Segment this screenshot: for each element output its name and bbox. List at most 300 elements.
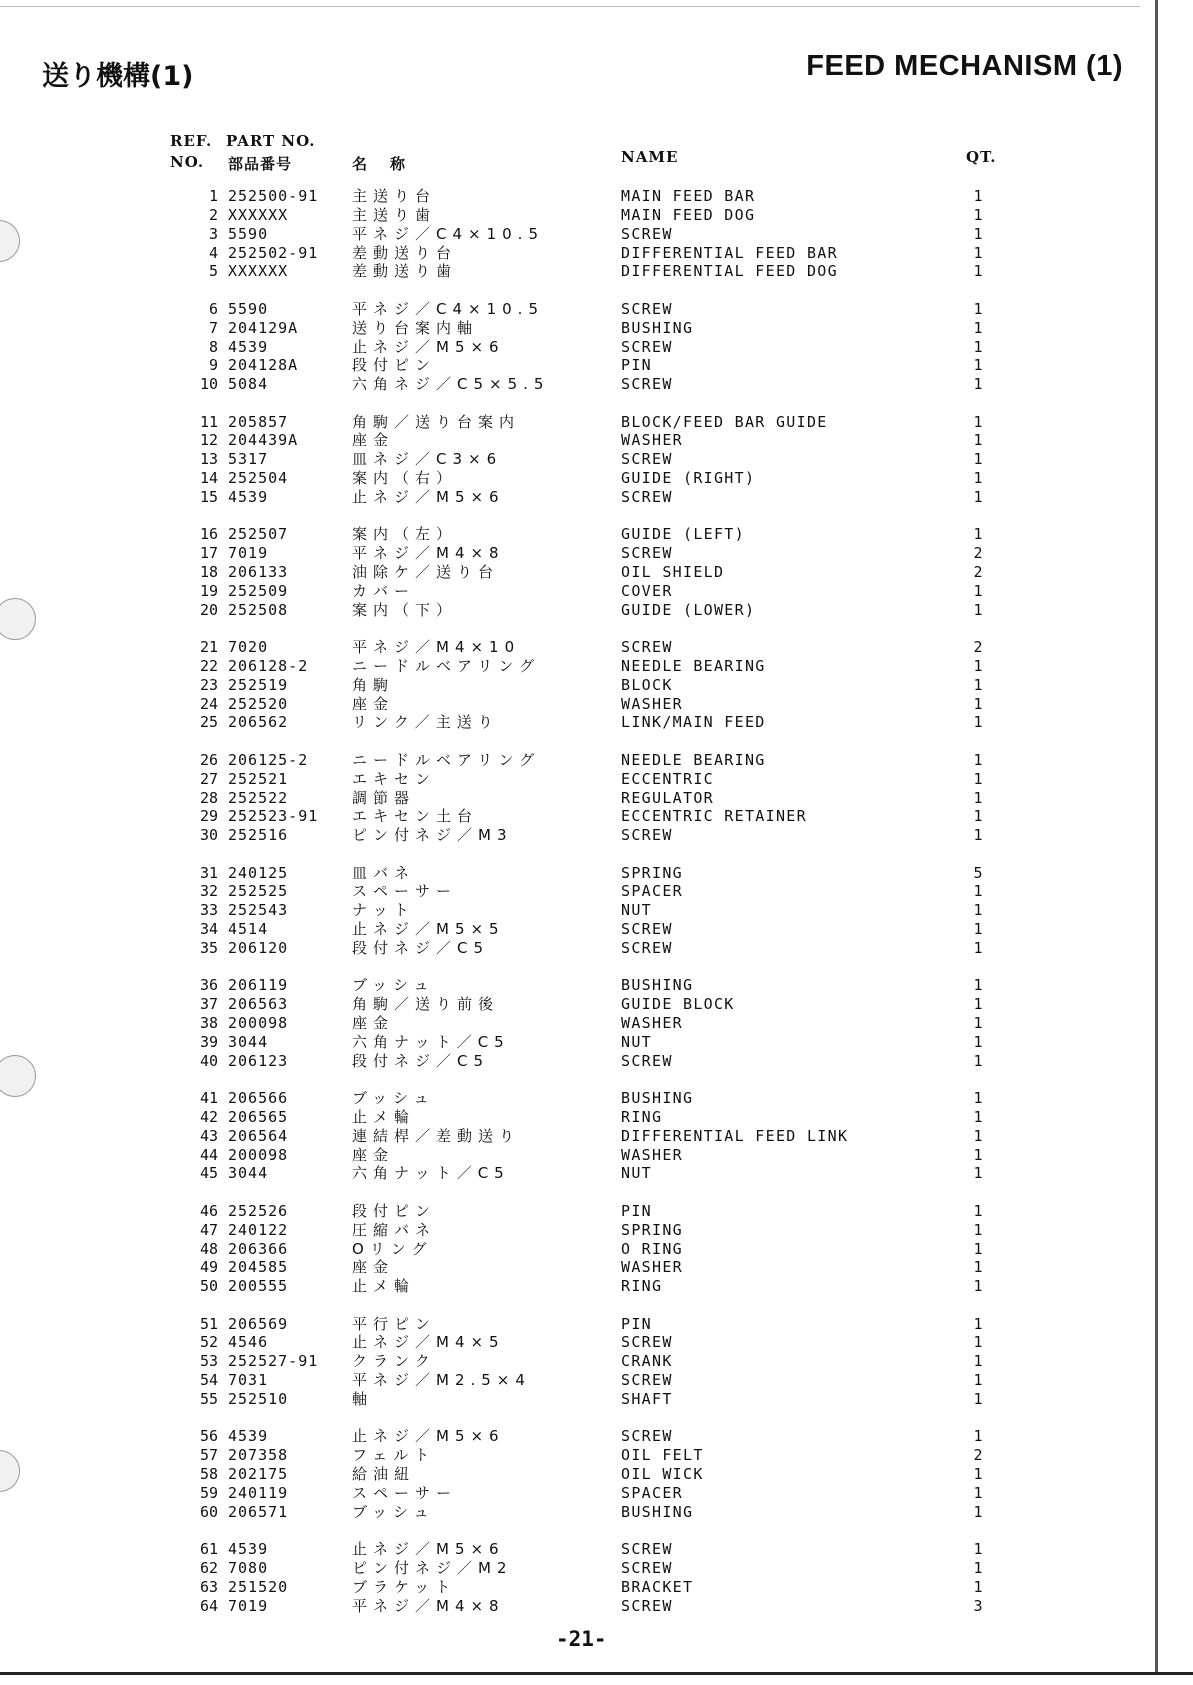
ref-number: 25 [199, 713, 218, 732]
ref-number: 55 [199, 1389, 218, 1408]
part-name: OIL FELT [621, 1446, 704, 1465]
table-row [0, 1465, 1140, 1483]
japanese-name: 皿ネジ／C3×6 [352, 450, 503, 469]
table-row [0, 300, 1140, 318]
part-number: 206128-2 [228, 656, 309, 675]
part-name: NUT [621, 901, 652, 920]
table-row [0, 676, 1140, 694]
table-row [0, 1240, 1140, 1258]
quantity: 1 [973, 1277, 983, 1296]
part-number: 252502-91 [228, 243, 319, 262]
japanese-name: 主送り台 [352, 187, 437, 205]
ref-number: 28 [199, 788, 218, 807]
japanese-name: 止メ輪 [352, 1107, 416, 1126]
quantity: 1 [973, 450, 983, 469]
part-number: 5084 [228, 375, 269, 394]
part-name: BLOCK [621, 675, 673, 694]
table-row [0, 1277, 1140, 1295]
ref-number: 54 [199, 1371, 218, 1390]
part-number: 252543 [228, 901, 289, 920]
part-name: SCREW [621, 1558, 673, 1577]
quantity: 1 [973, 412, 983, 431]
part-name: SCREW [621, 487, 673, 506]
japanese-name: 座金 [352, 694, 395, 713]
table-row [0, 695, 1140, 713]
ref-number: 14 [199, 469, 218, 488]
japanese-name: ニードルベアリング [352, 750, 541, 769]
quantity: 1 [973, 807, 983, 826]
japanese-name: スペーサー [352, 882, 458, 901]
part-name: BUSHING [621, 976, 694, 995]
ref-number: 44 [199, 1145, 218, 1164]
japanese-name: ブッシュ [352, 1089, 435, 1107]
quantity: 1 [973, 1558, 983, 1577]
japanese-name: 調節器 [352, 788, 416, 807]
part-name: BUSHING [621, 1502, 694, 1521]
part-number: 206565 [228, 1107, 289, 1126]
japanese-name: 平ネジ／M4×8 [352, 544, 505, 563]
table-row [0, 206, 1140, 224]
part-number: 4539 [228, 487, 269, 506]
ref-number: 6 [208, 299, 218, 318]
part-name: NEEDLE BEARING [621, 656, 766, 675]
japanese-name: ピン付ネジ／M2 [352, 1558, 513, 1577]
japanese-name: 差動送り台 [352, 243, 458, 262]
part-number: 4539 [228, 1427, 269, 1446]
quantity: 1 [973, 675, 983, 694]
ref-number: 62 [199, 1558, 218, 1577]
table-row [0, 826, 1140, 844]
ref-number: 45 [199, 1164, 218, 1183]
quantity: 1 [973, 356, 983, 375]
table-row [0, 1146, 1140, 1164]
part-number: 252520 [228, 694, 289, 713]
part-number: XXXXXX [228, 205, 289, 224]
part-name: SCREW [621, 638, 673, 656]
part-name: PIN [621, 356, 652, 375]
japanese-name: ピン付ネジ／M3 [352, 826, 513, 845]
quantity: 1 [973, 713, 983, 732]
part-number: 252508 [228, 600, 289, 619]
part-number: 240122 [228, 1220, 289, 1239]
table-row [0, 770, 1140, 788]
binding-edge [1155, 0, 1158, 1672]
header-part-no: PART NO. [226, 132, 316, 150]
part-number: 7019 [228, 544, 269, 563]
quantity: 1 [973, 769, 983, 788]
ref-number: 26 [199, 750, 218, 769]
japanese-name: 平ネジ／C4×10.5 [352, 224, 544, 243]
part-number: 7020 [228, 638, 269, 656]
japanese-name: 止ネジ／M5×6 [352, 1427, 505, 1446]
table-row [0, 1597, 1140, 1615]
table-row [0, 920, 1140, 938]
part-number: 200098 [228, 1145, 289, 1164]
part-number: 206563 [228, 995, 289, 1014]
part-name: MAIN FEED DOG [621, 205, 756, 224]
ref-number: 12 [199, 431, 218, 450]
japanese-name: 角駒 [352, 675, 395, 694]
table-row [0, 1221, 1140, 1239]
part-number: 200098 [228, 1014, 289, 1032]
quantity: 1 [973, 1014, 983, 1032]
part-name: SHAFT [621, 1389, 673, 1408]
quantity: 1 [973, 1145, 983, 1164]
quantity: 1 [973, 1107, 983, 1126]
part-number: 206133 [228, 563, 289, 581]
table-row [0, 488, 1140, 506]
part-number: 206366 [228, 1239, 289, 1258]
part-name: SCREW [621, 1051, 673, 1070]
header-ref-no: NO. [170, 153, 205, 171]
ref-number: 39 [199, 1032, 218, 1051]
part-name: SPRING [621, 1220, 683, 1239]
table-row [0, 601, 1140, 619]
ref-number: 13 [199, 450, 218, 469]
part-number: 204129A [228, 318, 299, 337]
table-row [0, 469, 1140, 487]
ref-number: 38 [199, 1014, 218, 1032]
japanese-name: エキセン [352, 769, 437, 788]
quantity: 1 [973, 1577, 983, 1596]
page-number: -21- [556, 1627, 607, 1651]
part-name: OIL SHIELD [621, 563, 725, 581]
japanese-name: ブッシュ [352, 1502, 435, 1521]
part-number: 4514 [228, 920, 269, 939]
quantity: 1 [973, 976, 983, 995]
japanese-name: 段付ネジ／C5 [352, 1051, 490, 1070]
part-number: 4539 [228, 1540, 269, 1558]
part-number: 206120 [228, 938, 289, 957]
table-row [0, 544, 1140, 562]
table-row [0, 1540, 1140, 1558]
part-name: SCREW [621, 1371, 673, 1390]
japanese-name: 段付ピン [352, 1201, 437, 1220]
japanese-name: 給油紐 [352, 1465, 416, 1483]
page-title-japanese: 送り機構(1) [42, 61, 194, 92]
table-row [0, 1014, 1140, 1032]
ref-number: 22 [199, 656, 218, 675]
japanese-name: フェルト [352, 1446, 436, 1465]
part-number: 252500-91 [228, 187, 319, 205]
quantity: 1 [973, 1051, 983, 1070]
quantity: 1 [973, 1258, 983, 1277]
part-name: WASHER [621, 694, 683, 713]
ref-number: 60 [199, 1502, 218, 1521]
quantity: 3 [973, 1596, 983, 1615]
quantity: 1 [973, 469, 983, 488]
ref-number: 43 [199, 1126, 218, 1145]
table-row [0, 901, 1140, 919]
ref-number: 51 [199, 1314, 218, 1333]
ref-number: 10 [199, 375, 218, 394]
quantity: 1 [973, 243, 983, 262]
part-number: 206125-2 [228, 750, 309, 769]
japanese-name: 座金 [352, 1145, 395, 1164]
part-number: 5317 [228, 450, 269, 469]
japanese-name: 座金 [352, 1258, 395, 1277]
quantity: 1 [973, 1427, 983, 1446]
ref-number: 23 [199, 675, 218, 694]
ref-number: 5 [208, 262, 218, 281]
ref-number: 49 [199, 1258, 218, 1277]
part-name: SCREW [621, 1427, 673, 1446]
part-number: 202175 [228, 1465, 289, 1483]
header-qty: QT. [966, 148, 997, 166]
ref-number: 47 [199, 1220, 218, 1239]
quantity: 1 [973, 1032, 983, 1051]
part-name: BUSHING [621, 318, 694, 337]
quantity: 1 [973, 938, 983, 957]
part-name: SCREW [621, 938, 673, 957]
quantity: 1 [973, 525, 983, 544]
quantity: 1 [973, 1540, 983, 1558]
quantity: 5 [973, 863, 983, 882]
ref-number: 19 [199, 581, 218, 600]
quantity: 1 [973, 431, 983, 450]
part-name: SPACER [621, 1483, 683, 1502]
part-number: 240119 [228, 1483, 289, 1502]
ref-number: 64 [199, 1596, 218, 1615]
part-name: NEEDLE BEARING [621, 750, 766, 769]
part-number: 240125 [228, 863, 289, 882]
quantity: 1 [973, 1352, 983, 1371]
part-name: SCREW [621, 299, 673, 318]
quantity: 1 [973, 788, 983, 807]
header-japanese-name: 名 称 [352, 155, 410, 173]
ref-number: 4 [208, 243, 218, 262]
japanese-name: ブラケット [352, 1577, 457, 1596]
part-name: BRACKET [621, 1577, 694, 1596]
part-number: 4539 [228, 337, 269, 356]
part-name: RING [621, 1107, 663, 1126]
part-name: DIFFERENTIAL FEED BAR [621, 243, 838, 262]
quantity: 1 [973, 224, 983, 243]
quantity: 1 [973, 1483, 983, 1502]
table-row [0, 751, 1140, 769]
table-row [0, 1446, 1140, 1464]
quantity: 1 [973, 1239, 983, 1258]
part-name: WASHER [621, 1258, 683, 1277]
part-number: 252521 [228, 769, 289, 788]
part-name: ECCENTRIC [621, 769, 714, 788]
table-row [0, 1484, 1140, 1502]
part-number: 252507 [228, 525, 289, 544]
japanese-name: 送り台案内軸 [352, 318, 479, 337]
quantity: 2 [973, 544, 983, 563]
ref-number: 40 [199, 1051, 218, 1070]
table-row [0, 1052, 1140, 1070]
part-number: 252525 [228, 882, 289, 901]
ref-number: 33 [199, 901, 218, 920]
part-number: 252527-91 [228, 1352, 319, 1371]
quantity: 1 [973, 1164, 983, 1183]
part-name: GUIDE (RIGHT) [621, 469, 756, 488]
table-row [0, 939, 1140, 957]
japanese-name: 案内（左） [352, 525, 458, 544]
table-row [0, 375, 1140, 393]
table-row [0, 1333, 1140, 1351]
ref-number: 7 [208, 318, 218, 337]
ref-number: 37 [199, 995, 218, 1014]
ref-number: 20 [199, 600, 218, 619]
part-name: NUT [621, 1164, 652, 1183]
part-name: SCREW [621, 450, 673, 469]
table-row [0, 1202, 1140, 1220]
table-row [0, 262, 1140, 280]
header-part-no-jp: 部品番号 [228, 155, 293, 173]
table-row [0, 789, 1140, 807]
quantity: 1 [973, 656, 983, 675]
japanese-name: 平行ピン [352, 1314, 437, 1333]
table-row [0, 1427, 1140, 1445]
japanese-name: 平ネジ／M4×8 [352, 1596, 505, 1615]
japanese-name: 平ネジ／M2.5×4 [352, 1371, 531, 1390]
quantity: 1 [973, 318, 983, 337]
ref-number: 50 [199, 1277, 218, 1296]
part-number: 206123 [228, 1051, 289, 1070]
quantity: 1 [973, 1389, 983, 1408]
part-number: 205857 [228, 412, 289, 431]
table-row [0, 582, 1140, 600]
japanese-name: 止メ輪 [352, 1277, 416, 1296]
part-name: GUIDE (LOWER) [621, 600, 756, 619]
part-number: 7080 [228, 1558, 269, 1577]
quantity: 1 [973, 262, 983, 281]
part-name: SPACER [621, 882, 683, 901]
part-name: LINK/MAIN FEED [621, 713, 766, 732]
ref-number: 8 [208, 337, 218, 356]
japanese-name: クランク [352, 1352, 436, 1371]
quantity: 2 [973, 1446, 983, 1465]
table-row [0, 1559, 1140, 1577]
part-number: 206569 [228, 1314, 289, 1333]
ref-number: 30 [199, 826, 218, 845]
ref-number: 53 [199, 1352, 218, 1371]
part-name: SCREW [621, 375, 673, 394]
quantity: 1 [973, 375, 983, 394]
japanese-name: 角駒／送り台案内 [352, 412, 521, 431]
part-number: XXXXXX [228, 262, 289, 281]
part-name: SCREW [621, 544, 673, 563]
quantity: 1 [973, 1126, 983, 1145]
table-row [0, 864, 1140, 882]
table-row [0, 1503, 1140, 1521]
japanese-name: Oリング [352, 1239, 433, 1258]
part-name: PIN [621, 1314, 652, 1333]
part-name: BLOCK/FEED BAR GUIDE [621, 412, 828, 431]
table-row [0, 225, 1140, 243]
part-name: NUT [621, 1032, 652, 1051]
quantity: 1 [973, 995, 983, 1014]
quantity: 1 [973, 826, 983, 845]
table-row [0, 1371, 1140, 1389]
japanese-name: 止ネジ／M5×6 [352, 487, 505, 506]
part-name: BUSHING [621, 1089, 694, 1107]
ref-number: 9 [208, 356, 218, 375]
japanese-name: 差動送り歯 [352, 262, 458, 281]
japanese-name: 止ネジ／M5×6 [352, 1540, 505, 1558]
quantity: 2 [973, 638, 983, 656]
part-name: OIL WICK [621, 1465, 704, 1483]
table-row [0, 356, 1140, 374]
header-ref: REF. [170, 132, 213, 150]
ref-number: 18 [199, 563, 218, 581]
japanese-name: 六角ナット／C5 [352, 1032, 510, 1051]
quantity: 1 [973, 882, 983, 901]
part-name: GUIDE (LEFT) [621, 525, 745, 544]
header-name: NAME [621, 148, 679, 166]
table-row [0, 1258, 1140, 1276]
table-row [0, 1108, 1140, 1126]
part-name: SPRING [621, 863, 683, 882]
japanese-name: 主送り歯 [352, 205, 437, 224]
table-row [0, 657, 1140, 675]
japanese-name: スペーサー [352, 1483, 458, 1502]
table-row [0, 638, 1140, 656]
table-row [0, 1164, 1140, 1182]
table-row [0, 1315, 1140, 1333]
japanese-name: 止ネジ／M5×5 [352, 920, 505, 939]
quantity: 1 [973, 901, 983, 920]
part-name: SCREW [621, 1540, 673, 1558]
ref-number: 2 [208, 205, 218, 224]
quantity: 1 [973, 1465, 983, 1483]
japanese-name: ブッシュ [352, 976, 435, 995]
quantity: 1 [973, 581, 983, 600]
part-number: 252522 [228, 788, 289, 807]
part-number: 252523-91 [228, 807, 319, 826]
part-name: SCREW [621, 1596, 673, 1615]
japanese-name: エキセン土台 [352, 807, 479, 826]
japanese-name: 油除ケ／送り台 [352, 563, 500, 581]
part-name: RING [621, 1277, 663, 1296]
part-number: 204128A [228, 356, 299, 375]
table-row [0, 563, 1140, 581]
quantity: 1 [973, 1201, 983, 1220]
japanese-name: 止ネジ／M4×5 [352, 1333, 505, 1352]
japanese-name: 圧縮バネ [352, 1220, 437, 1239]
quantity: 1 [973, 1333, 983, 1352]
ref-number: 58 [199, 1465, 218, 1483]
part-name: DIFFERENTIAL FEED LINK [621, 1126, 849, 1145]
quantity: 1 [973, 1314, 983, 1333]
part-number: 252510 [228, 1389, 289, 1408]
quantity: 1 [973, 205, 983, 224]
japanese-name: 皿バネ [352, 863, 416, 882]
japanese-name: 平ネジ／M4×10 [352, 638, 521, 656]
part-name: WASHER [621, 1014, 683, 1032]
part-number: 252526 [228, 1201, 289, 1220]
table-row [0, 882, 1140, 900]
table-row [0, 1578, 1140, 1596]
part-number: 252519 [228, 675, 289, 694]
ref-number: 17 [199, 544, 218, 563]
table-row [0, 525, 1140, 543]
part-number: 7031 [228, 1371, 269, 1390]
part-name: SCREW [621, 1333, 673, 1352]
part-number: 206564 [228, 1126, 289, 1145]
table-row [0, 431, 1140, 449]
ref-number: 46 [199, 1201, 218, 1220]
part-name: WASHER [621, 431, 683, 450]
part-number: 252509 [228, 581, 289, 600]
ref-number: 3 [208, 224, 218, 243]
part-number: 206566 [228, 1089, 289, 1107]
part-name: SCREW [621, 224, 673, 243]
part-name: GUIDE BLOCK [621, 995, 735, 1014]
quantity: 1 [973, 1371, 983, 1390]
